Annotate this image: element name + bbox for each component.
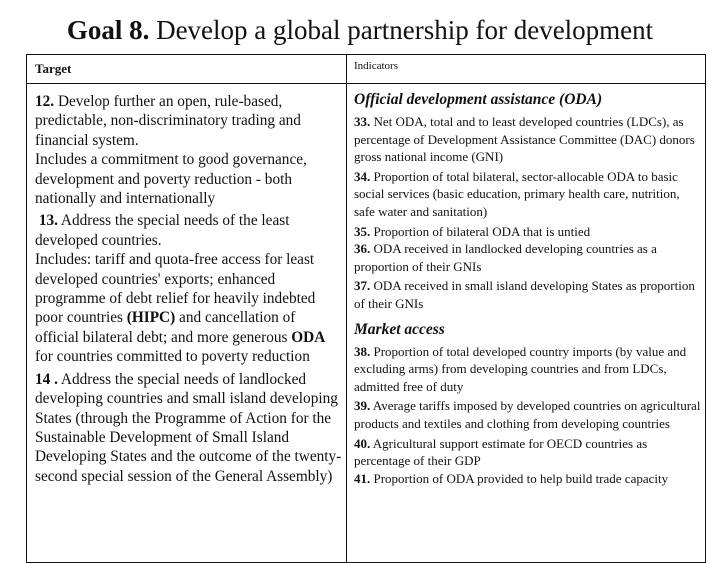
header-indicators: Indicators (347, 55, 706, 84)
target-13 (35, 211, 342, 366)
indicator-text: ODA received in small island developing States as proportion of their GNIs (354, 278, 695, 311)
indicator-33 (354, 113, 701, 166)
goal-table (26, 54, 706, 563)
goal-number: Goal 8. (66, 15, 150, 45)
indicator-number: 34. (354, 168, 371, 184)
indicator-36 (354, 240, 701, 275)
indicator-text: Proportion of ODA provided to help build trade capacity (370, 470, 669, 486)
target-text: Develop further an open, rule-based, predictable, non-discriminatory trading and financial system. (35, 93, 301, 149)
section-heading-market-access: Market access (354, 320, 445, 338)
target-text: Address the special needs of the least developed countries. (35, 212, 290, 249)
indicator-text: ODA received in landlocked developing countries as a proportion of their GNIs (354, 241, 657, 274)
indicator-text: Proportion of bilateral ODA that is untied (370, 223, 591, 239)
target-extra: for countries committed to poverty reduction (35, 348, 310, 366)
target-extra: Includes a commitment to good governance, development and poverty reduction - both nationally and internationally (35, 151, 307, 208)
indicator-text: Average tariffs imposed by developed countries on agricultural products and textiles and clothing from developing countries (354, 398, 701, 431)
target-extra: and cancellation of official bilateral debt; and more generous (35, 309, 296, 346)
indicator-number: 39. (354, 398, 371, 414)
indicator-37 (354, 277, 701, 312)
indicators-cell (347, 84, 706, 563)
indicator-text: Proportion of total developed country imports (by value and excluding arms) from developing countries and from LDCs, admitted free of duty (354, 343, 687, 394)
target-extra: Includes: tariff and quota-free access for least developed countries' exports; enhanced programme of debt relief for heavily indebted poor countries (35, 251, 316, 327)
indicator-number: 41. (354, 470, 371, 486)
target-text: Address the special needs of landlocked developing countries and small island developing States (through the Programme of Action for the Sustainable Development of Small Island Developing States and the outcome of the twenty-second special session of the General Assembly) (35, 370, 342, 485)
targets-cell (27, 84, 347, 563)
target-number: 14 . (35, 370, 58, 388)
indicator-text: Proportion of total bilateral, sector-allocable ODA to basic social services (basic education, primary health care, nutrition, safe water and sanitation) (354, 168, 680, 219)
header-row (27, 55, 706, 84)
indicator-text: Net ODA, total and to least developed countries (LDCs), as percentage of Development Assistance Committee (DAC) donors gross national income (GNI) (354, 114, 695, 165)
target-number: 12. (35, 93, 55, 110)
indicator-38 (354, 343, 701, 396)
goal-title: Develop a global partnership for development (149, 15, 654, 45)
indicator-41 (354, 470, 701, 488)
header-target: Target (27, 55, 347, 84)
section-heading-oda: Official development assistance (ODA) (354, 91, 603, 108)
indicator-number: 40. (354, 435, 371, 451)
hipc-label: (HIPC) (126, 309, 176, 327)
body-row (27, 84, 706, 563)
target-number: 13. (38, 212, 58, 230)
indicator-number: 35. (354, 223, 371, 239)
indicator-number: 36. (354, 241, 371, 257)
indicator-39 (354, 397, 701, 432)
page-title (0, 14, 720, 46)
indicator-number: 33. (354, 114, 371, 129)
indicator-text: Agricultural support estimate for OECD countries as percentage of their GDP (354, 435, 648, 469)
indicator-number: 38. (354, 343, 371, 359)
target-14 (35, 370, 342, 486)
indicator-40 (354, 435, 701, 470)
indicator-number: 37. (354, 278, 371, 294)
target-12 (35, 92, 342, 208)
indicator-35 (354, 223, 701, 241)
oda-label: ODA (291, 328, 326, 346)
indicator-34 (354, 168, 701, 221)
